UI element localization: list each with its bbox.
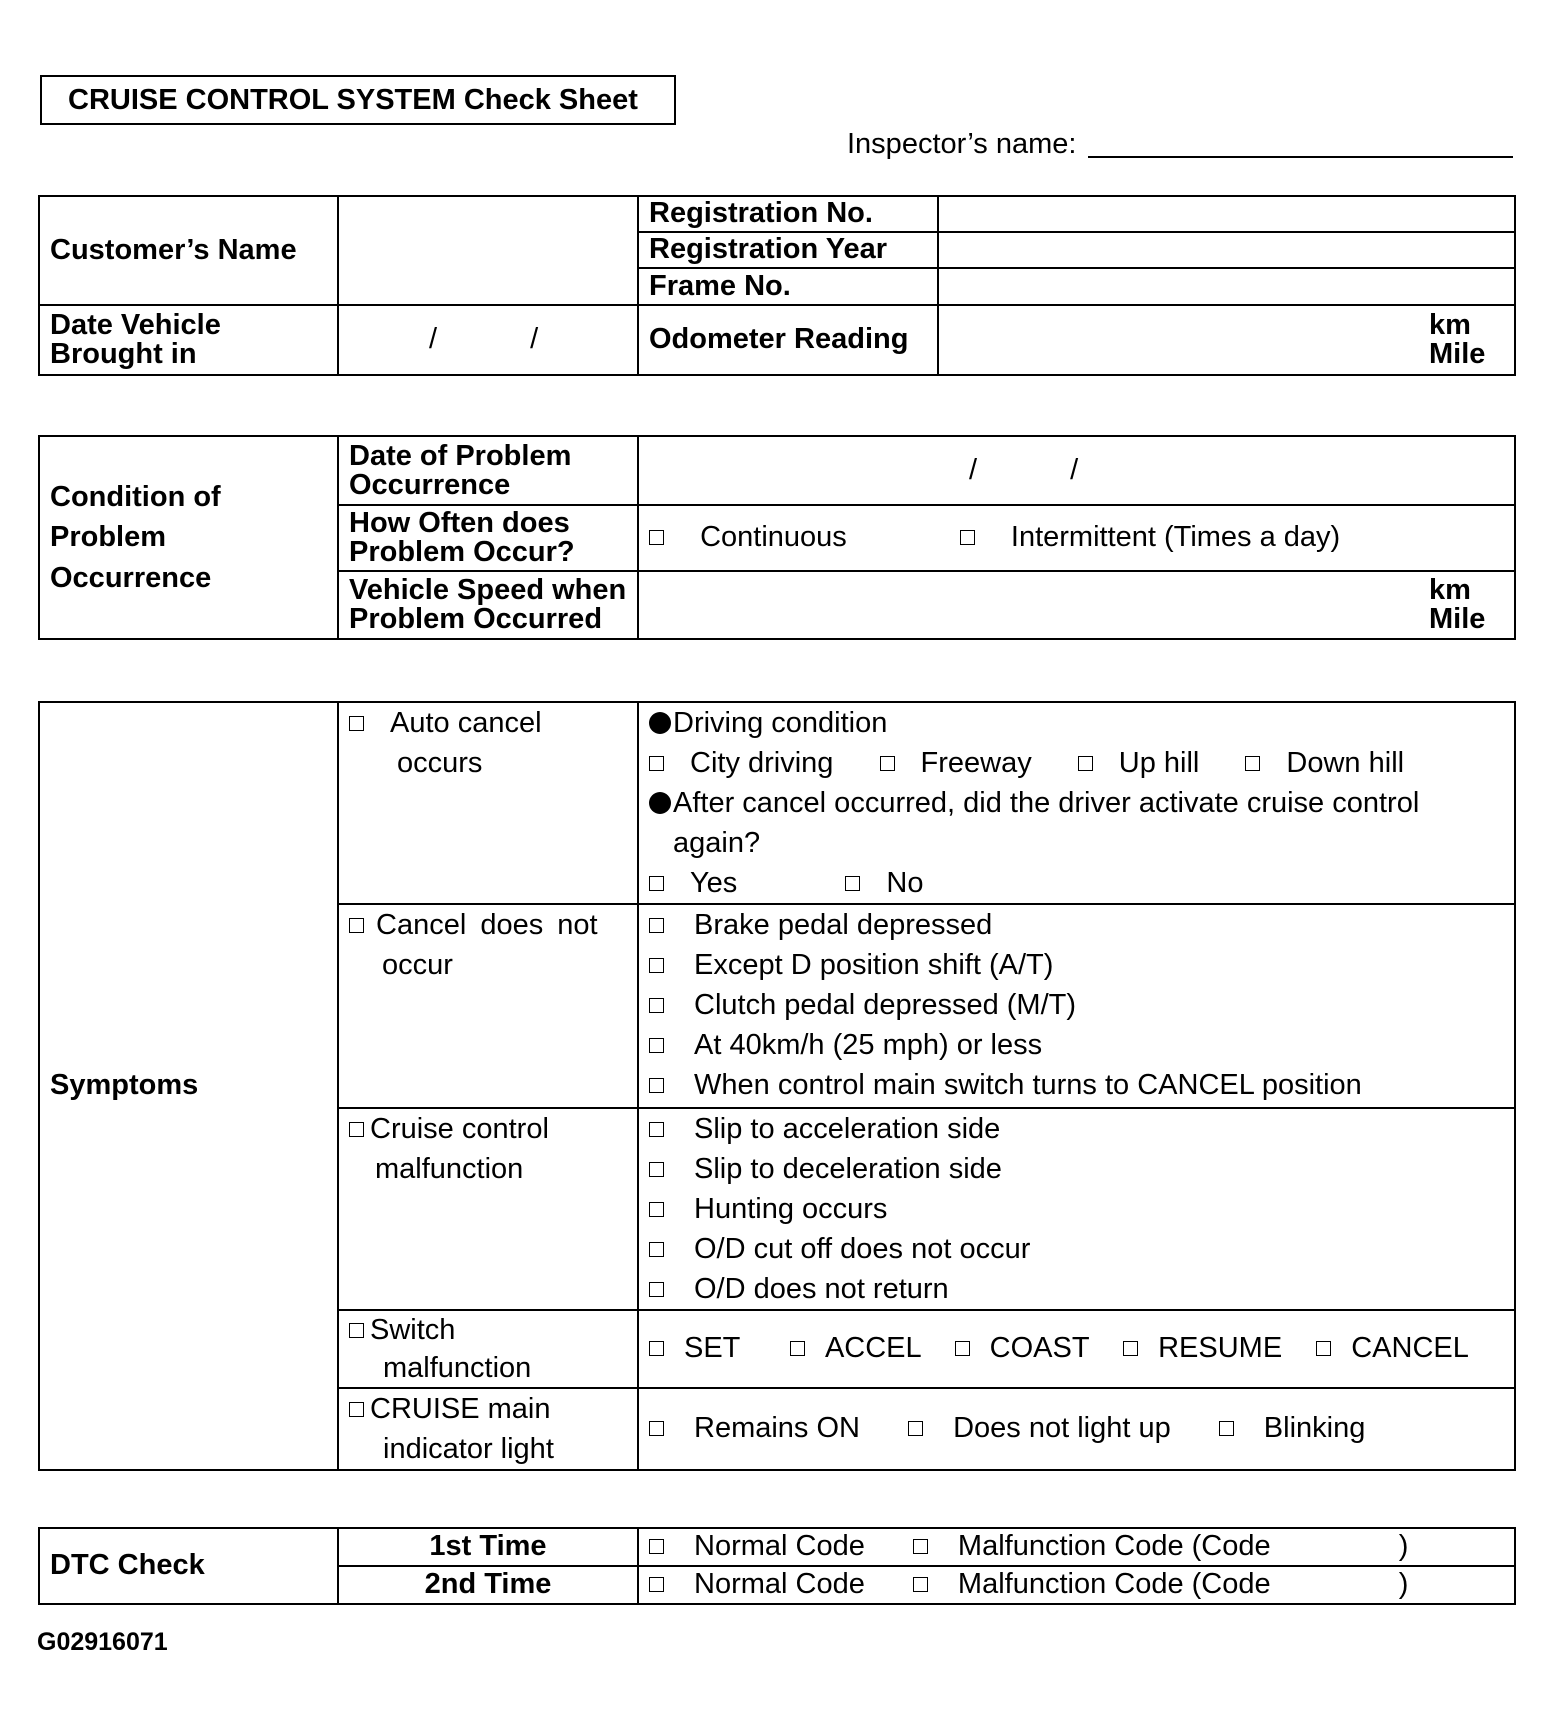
auto-cancel-details [638, 702, 1515, 904]
checkbox[interactable] [649, 756, 664, 771]
cruise-malfunction-text: malfunction [375, 1153, 524, 1185]
bullet-icon [649, 792, 671, 814]
date-brought-label: Date Vehicle Brought in [39, 305, 338, 375]
dtc-table [38, 1527, 1516, 1605]
option-freeway: Freeway [920, 747, 1032, 779]
cancel-not-occur-label [338, 904, 638, 1108]
date-separator: / [969, 453, 978, 486]
symptoms-section-label: Symptoms [39, 702, 338, 1470]
option-coast: COAST [989, 1332, 1090, 1365]
close-paren: ) [1398, 1568, 1409, 1601]
reactivate-question-cont: again? [673, 827, 761, 859]
switch-malfunction-label [338, 1310, 638, 1388]
option-remains-on: Remains ON [694, 1412, 860, 1445]
list-item: At 40km/h (25 mph) or less [694, 1029, 1043, 1061]
indicator-label [338, 1388, 638, 1470]
option-up-hill: Up hill [1118, 747, 1200, 779]
registration-no-field[interactable] [938, 196, 1515, 232]
driving-condition-heading: Driving condition [673, 707, 888, 739]
odometer-label: Odometer Reading [638, 305, 938, 375]
problem-date-label: Date of Problem Occurrence [338, 436, 638, 505]
checkbox[interactable] [649, 958, 664, 973]
checkbox[interactable] [649, 1341, 664, 1356]
registration-year-label: Registration Year [638, 232, 938, 268]
checkbox[interactable] [349, 1402, 364, 1417]
option-down-hill: Down hill [1286, 747, 1405, 779]
checkbox[interactable] [349, 918, 364, 933]
option-set: SET [684, 1332, 740, 1365]
checkbox[interactable] [649, 1282, 664, 1297]
date-separator: / [429, 323, 438, 356]
indicator-text: CRUISE main [370, 1393, 551, 1425]
date-separator: / [1070, 453, 1079, 486]
checkbox[interactable] [649, 1242, 664, 1257]
option-accel: ACCEL [824, 1332, 921, 1365]
first-time-label: 1st Time [338, 1528, 638, 1566]
customer-name-label: Customer’s Name [39, 196, 338, 305]
cancel-not-occur-text: Cancel does not [376, 909, 598, 941]
checkbox[interactable] [649, 1122, 664, 1137]
reactivate-question: After cancel occurred, did the driver activate cruise control [673, 787, 1420, 819]
checkbox[interactable] [649, 530, 664, 545]
odometer-field[interactable] [938, 305, 1515, 375]
frame-no-label: Frame No. [638, 268, 938, 305]
checkbox[interactable] [649, 1038, 664, 1053]
first-time-options [638, 1528, 1515, 1566]
switch-options [638, 1310, 1515, 1388]
problem-date-field[interactable] [638, 436, 1515, 505]
checkbox[interactable] [913, 1577, 928, 1592]
unit-km: km [1429, 574, 1471, 606]
second-time-label: 2nd Time [338, 1566, 638, 1604]
figure-id: G02916071 [37, 1628, 168, 1656]
checkbox[interactable] [649, 1078, 664, 1093]
how-often-label: How Often does Problem Occur? [338, 505, 638, 571]
cancel-not-occur-text: occur [382, 949, 453, 981]
option-yes: Yes [690, 867, 738, 899]
option-cancel: CANCEL [1351, 1332, 1469, 1365]
checkbox[interactable] [1123, 1341, 1138, 1356]
vehicle-speed-label: Vehicle Speed when Problem Occurred [338, 571, 638, 639]
switch-malfunction-text: Switch [370, 1314, 456, 1346]
checkbox[interactable] [349, 716, 364, 731]
normal-code-option: Normal Code [694, 1568, 865, 1601]
switch-malfunction-text: malfunction [383, 1352, 532, 1384]
unit-mile: Mile [1429, 338, 1486, 370]
auto-cancel-text: Auto cancel [390, 707, 542, 739]
checkbox[interactable] [649, 1577, 664, 1592]
continuous-option: Continuous [700, 521, 847, 554]
cruise-malfunction-text: Cruise control [370, 1113, 549, 1145]
customer-name-field[interactable] [338, 196, 638, 305]
symptoms-table [38, 701, 1516, 1471]
list-item: Except D position shift (A/T) [694, 949, 1054, 981]
unit-km: km [1429, 309, 1471, 341]
checkbox[interactable] [649, 1539, 664, 1554]
vehicle-info-table [38, 195, 1516, 376]
checkbox[interactable] [649, 998, 664, 1013]
frame-no-field[interactable] [938, 268, 1515, 305]
registration-year-field[interactable] [938, 232, 1515, 268]
bullet-icon [649, 712, 671, 734]
option-city-driving: City driving [690, 747, 834, 779]
list-item: Slip to acceleration side [694, 1113, 1001, 1145]
auto-cancel-label [338, 702, 638, 904]
close-paren: ) [1398, 1530, 1409, 1563]
malfunction-code-option: Malfunction Code (Code [957, 1530, 1271, 1563]
checkbox[interactable] [349, 1122, 364, 1137]
how-often-options [638, 505, 1515, 571]
registration-no-label: Registration No. [638, 196, 938, 232]
intermittent-option: Intermittent (Times a day) [1010, 521, 1341, 554]
list-item: Hunting occurs [694, 1193, 888, 1225]
checkbox[interactable] [913, 1539, 928, 1554]
indicator-text: indicator light [383, 1433, 554, 1465]
checkbox[interactable] [908, 1421, 923, 1436]
option-does-not-light-up: Does not light up [953, 1412, 1171, 1445]
option-blinking: Blinking [1263, 1412, 1366, 1445]
list-item: Clutch pedal depressed (M/T) [694, 989, 1076, 1021]
condition-table [38, 435, 1516, 640]
indicator-options [638, 1388, 1515, 1470]
option-resume: RESUME [1158, 1332, 1283, 1365]
second-time-options [638, 1566, 1515, 1604]
list-item: Slip to deceleration side [694, 1153, 1002, 1185]
checkbox[interactable] [1245, 756, 1260, 771]
checkbox[interactable] [1219, 1421, 1234, 1436]
malfunction-code-option: Malfunction Code (Code [957, 1568, 1271, 1601]
auto-cancel-text: occurs [397, 747, 483, 779]
list-item: When control main switch turns to CANCEL position [694, 1069, 1362, 1101]
condition-section-label: Condition of Problem Occurrence [39, 436, 338, 639]
page-title: CRUISE CONTROL SYSTEM Check Sheet [40, 75, 676, 125]
cruise-malfunction-label [338, 1108, 638, 1310]
checkbox[interactable] [349, 1323, 364, 1338]
checkbox[interactable] [649, 876, 664, 891]
checkbox[interactable] [955, 1341, 970, 1356]
cancel-not-occur-items [638, 904, 1515, 1108]
checkbox[interactable] [649, 1421, 664, 1436]
dtc-check-label: DTC Check [39, 1528, 338, 1604]
date-separator: / [530, 323, 539, 356]
checkbox[interactable] [1078, 756, 1093, 771]
list-item: O/D does not return [694, 1273, 949, 1305]
date-brought-field[interactable] [338, 305, 638, 375]
normal-code-option: Normal Code [694, 1530, 865, 1563]
list-item: O/D cut off does not occur [694, 1233, 1031, 1265]
checkbox[interactable] [649, 1202, 664, 1217]
checkbox[interactable] [790, 1341, 805, 1356]
checkbox[interactable] [880, 756, 895, 771]
checkbox[interactable] [649, 1162, 664, 1177]
inspector-name-field[interactable] [1088, 156, 1513, 158]
checkbox[interactable] [960, 530, 975, 545]
option-no: No [886, 867, 924, 899]
checkbox[interactable] [845, 876, 860, 891]
inspector-name-label: Inspector’s name: [847, 128, 1077, 160]
cruise-malfunction-items [638, 1108, 1515, 1310]
checkbox[interactable] [649, 918, 664, 933]
vehicle-speed-field[interactable] [638, 571, 1515, 639]
unit-mile: Mile [1429, 603, 1486, 635]
checkbox[interactable] [1316, 1341, 1331, 1356]
list-item: Brake pedal depressed [694, 909, 993, 941]
